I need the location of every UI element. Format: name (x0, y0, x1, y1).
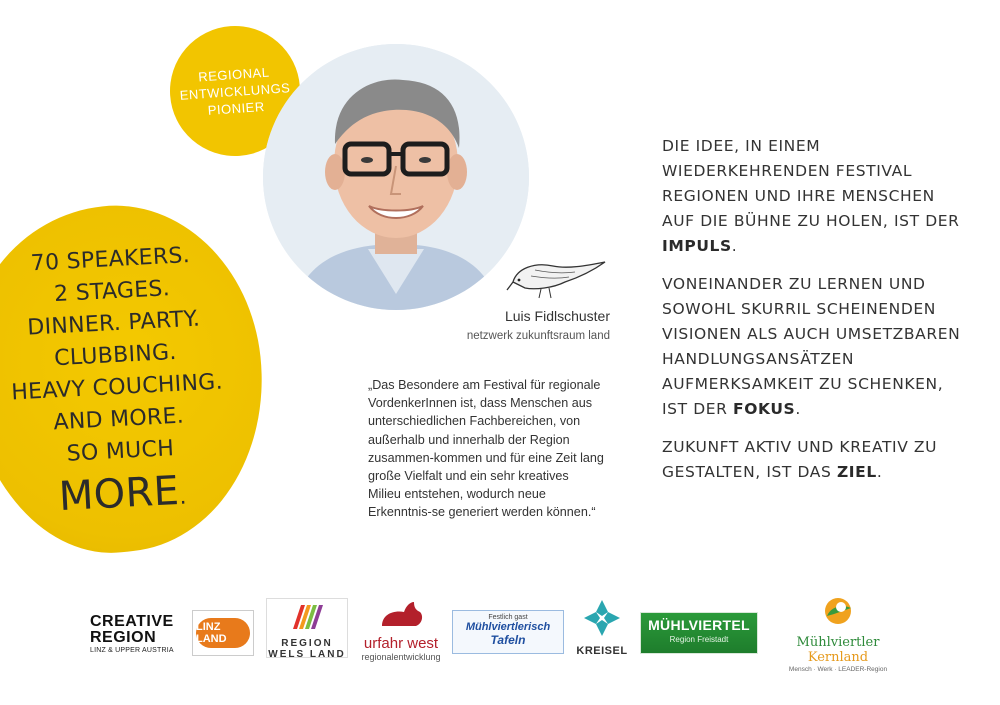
slogan-big-word (10, 462, 235, 533)
logo-linz-land[interactable] (192, 610, 254, 656)
logo-text (768, 635, 908, 665)
logo-text: Region Freistadt (669, 635, 729, 644)
logo-text: Tafeln (490, 633, 526, 647)
slogan-line: CLUBBING. (53, 339, 178, 372)
slogan-big-text: MORE (57, 467, 181, 521)
logo-text: regionalentwicklung (361, 652, 441, 662)
statements (662, 134, 962, 498)
logo-text: WELS LAND (268, 649, 346, 660)
slogan-line: DINNER. PARTY. (26, 306, 201, 341)
logo-text-part: Mühlviertler (796, 635, 880, 650)
logo-text: LINZ LAND (196, 618, 250, 648)
quote-text: „Das Besondere am Festival für regionale VordenkerInnen ist, dass Menschen aus unterschiedlichen Fachbereichen, von außerhalb und innerhalb der Region zusammen-kommen und für eine Zeit lang große Vielfalt und ein sehr kreatives Milieu entstehen, wodurch neue Erkenntnis-se generiert werden können.“ (368, 378, 604, 520)
person-name: Luis Fidlschuster (504, 308, 610, 324)
statement-text: DIE IDEE, IN EINEM WIEDERKEHRENDEN FESTIVAL REGIONEN UND IHRE MENSCHEN AUF DIE BÜHNE ZU HOLEN, IST DER (662, 137, 960, 230)
statement-text: VONEINANDER ZU LERNEN UND SOWOHL SKURRIL SCHEINENDEN VISIONEN ALS AUCH UMSETZBAREN HANDLUNGSANSÄTZEN AUFMERKSAMKEIT ZU SCHENKEN, IST DER (662, 275, 961, 418)
logo-text: KREISEL (576, 645, 628, 657)
logo-text: REGION (90, 629, 157, 646)
kernland-icon (821, 596, 855, 626)
logo-text: MÜHLVIERTEL (648, 617, 750, 633)
logo-muehlviertlerisch-tafeln[interactable] (452, 610, 564, 654)
statement-keyword: ZIEL (836, 463, 877, 481)
statement-end: . (731, 237, 738, 255)
statement-keyword: IMPULS (662, 237, 732, 255)
logo-kreisel[interactable] (574, 598, 630, 657)
kreisel-icon (582, 598, 622, 638)
logo-text: Festlich gast (488, 614, 528, 621)
speakers-slogan (0, 238, 235, 532)
slogan-line: 70 SPEAKERS. (30, 243, 191, 277)
logo-text: urfahr west (363, 635, 439, 652)
logo-text: CREATIVE (90, 613, 174, 630)
statement-end: . (876, 463, 883, 481)
logo-text-part: Kernland (807, 650, 869, 665)
slogan-line: AND MORE. (52, 403, 185, 436)
statement-impuls (662, 134, 962, 259)
logo-text: REGION (281, 638, 333, 649)
badge-line-2: ENTWICKLUNGS (179, 79, 291, 103)
portrait-photo (263, 44, 529, 310)
badge-line-3: PIONIER (207, 98, 266, 118)
logo-region-wels-land[interactable] (266, 598, 348, 658)
logo-text: LINZ & UPPER AUSTRIA (90, 647, 174, 654)
statement-end: . (795, 400, 801, 418)
badge-line-1: REGIONAL (197, 64, 270, 85)
statement-text: ZUKUNFT AKTIV UND KREATIV ZU GESTALTEN, IST DAS (662, 438, 938, 481)
statement-keyword: FOKUS (733, 400, 796, 418)
statement-ziel (662, 435, 962, 485)
logo-text: Mensch · Werk · LEADER-Region (788, 666, 888, 673)
person-organisation: netzwerk zukunftsraum land (466, 330, 610, 342)
portrait-illustration (263, 44, 529, 310)
logo-urfahr-west[interactable] (358, 600, 444, 662)
slogan-line: HEAVY COUCHING. (10, 369, 224, 406)
slogan-big-dot: . (178, 484, 188, 510)
stripes-icon (287, 603, 327, 631)
logo-creative-region[interactable] (90, 614, 182, 654)
slogan-line: 2 STAGES. (53, 276, 171, 308)
partner-logos (90, 596, 910, 673)
logo-muehlviertler-kernland[interactable] (768, 596, 908, 673)
bird-icon (505, 252, 610, 302)
logo-text: Mühlviertlerisch (465, 621, 551, 633)
slogan-line: SO MUCH (66, 436, 175, 467)
logo-muehlviertel-freistadt[interactable] (640, 612, 758, 654)
statement-fokus (662, 272, 962, 422)
hare-icon (376, 600, 426, 628)
